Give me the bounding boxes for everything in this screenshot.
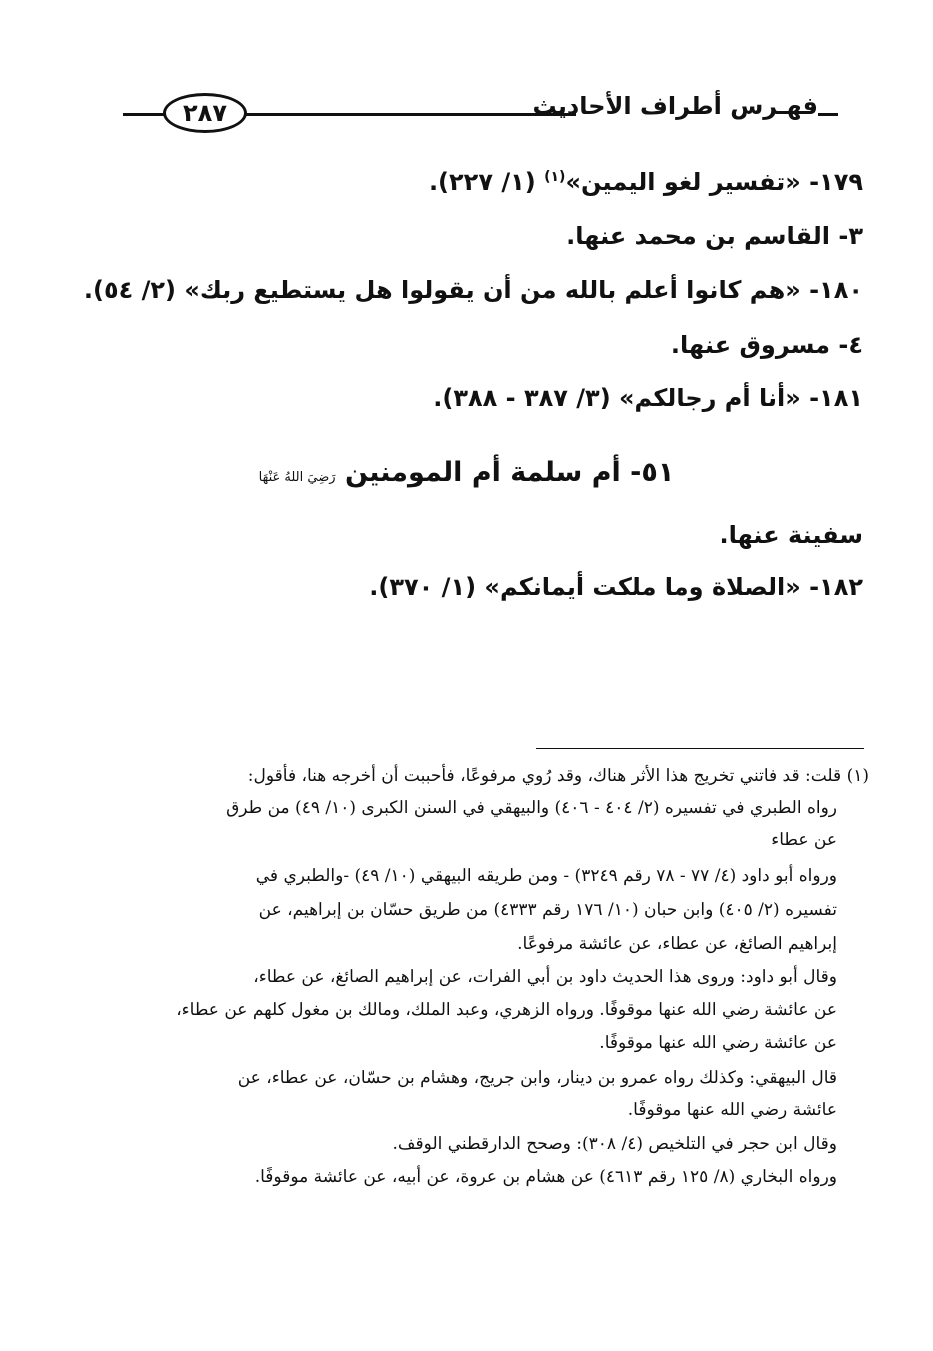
footnote-line-2: رواه الطبري في تفسيره (٢/ ٤٠٤ - ٤٠٦) والبيهقي في السنن الكبرى (١٠/ ٤٩) من طرق: [226, 798, 837, 818]
footnote-line-5: تفسيره (٢/ ٤٠٥) وابن حبان (١٠/ ١٧٦ رقم ٤٣٣٣) من طريق حسّان بن إبراهيم، عن: [258, 900, 837, 920]
header-rule-middle: [246, 113, 576, 116]
page-number: ٢٨٧: [163, 93, 247, 133]
footnote-line-9: عن عائشة رضي الله عنها موقوفًا.: [599, 1033, 837, 1053]
honorific-glyph: رَضِيَ اللهُ عَنْهَا: [258, 470, 336, 485]
narrator-heading-safina: سفينة عنها.: [719, 521, 863, 549]
header-rule-right: [818, 113, 838, 116]
entry-182: ١٨٢- «الصلاة وما ملكت أيمانكم» (١/ ٣٧٠).: [369, 573, 863, 601]
header-rule-left: [123, 113, 165, 116]
entry-181: ١٨١- «أنا أم رجالكم» (٣/ ٣٨٧ - ٣٨٨).: [433, 384, 863, 412]
narrator-heading-3: ٣- القاسم بن محمد عنها.: [566, 222, 863, 250]
footnote-line-7: وقال أبو داود: وروى هذا الحديث داود بن أبي الفرات، عن إبراهيم الصائغ، عن عطاء،: [253, 967, 837, 987]
footnote-line-1: (١) قلت: قد فاتني تخريج هذا الأثر هناك، وقد رُوي مرفوعًا، فأحببت أن أخرجه هنا، فأقول:: [247, 766, 869, 786]
footnote-line-3: عن عطاء: [771, 830, 837, 850]
footnote-line-11: عائشة رضي الله عنها موقوفًا.: [627, 1100, 837, 1120]
footnote-line-13: ورواه البخاري (٨/ ١٢٥ رقم ٤٦١٣) عن هشام بن عروة، عن أبيه، عن عائشة موقوفًا.: [254, 1167, 837, 1187]
footnote-line-4: ورواه أبو داود (٤/ ٧٧ - ٧٨ رقم ٣٢٤٩) - ومن طريقه البيهقي (١٠/ ٤٩) -والطبري في: [255, 866, 837, 886]
entry-179-ref: (١/ ٢٢٧).: [428, 168, 536, 196]
footnote-line-10: قال البيهقي: وكذلك رواه عمرو بن دينار، وابن جريج، وهشام بن حسّان، عن عطاء، عن: [237, 1068, 837, 1088]
footnote-line-8: عن عائشة رضي الله عنها موقوفًا. ورواه الزهري، وعبد الملك، ومالك بن مغول كلهم عن عطاء،: [176, 1000, 837, 1020]
entry-179: [429, 168, 863, 196]
entry-180: ١٨٠- «هم كانوا أعلم بالله من أن يقولوا هل يستطيع ربك» (٢/ ٥٤).: [83, 276, 863, 304]
footnote-separator: [536, 748, 864, 749]
section-51-text: ٥١- أم سلمة أم المومنين: [344, 457, 675, 488]
footnote-line-12: وقال ابن حجر في التلخيص (٤/ ٣٠٨): وصحح الدارقطني الوقف.: [392, 1134, 837, 1154]
section-51-title: [0, 457, 933, 488]
entry-179-text: ١٧٩- «تفسير لغو اليمين»: [565, 168, 863, 196]
footnote-marker: (١): [544, 169, 566, 185]
narrator-heading-4: ٤- مسروق عنها.: [670, 331, 863, 359]
footnote-line-6: إبراهيم الصائغ، عن عطاء، عن عائشة مرفوعًا.: [517, 934, 837, 954]
running-header-title: فهـرس أطراف الأحاديث: [532, 92, 818, 120]
